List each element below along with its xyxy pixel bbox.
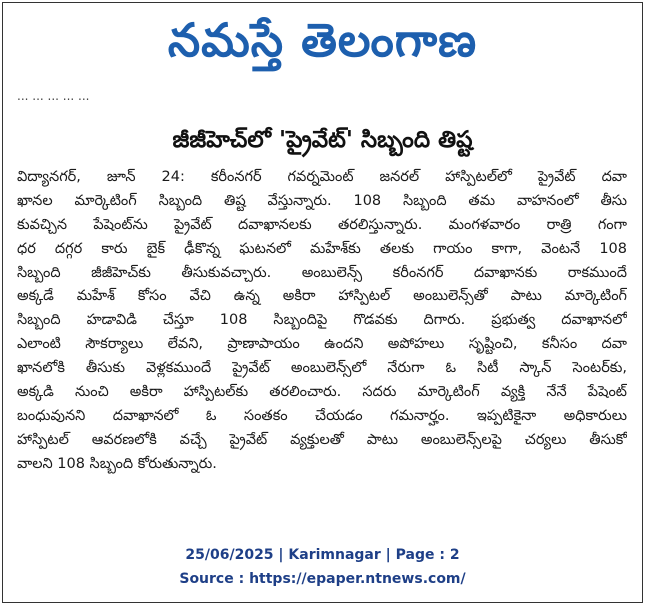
article-line: ఖానలోకి తీసుకు వెళ్లకముందే ప్రైవేట్ అంబులెన్స్‌లో నేరుగా ఓ సిటీ స్కాన్ సెంటర్‌కు, [17, 360, 627, 377]
cropped-text-line [17, 96, 317, 108]
clipping-frame [2, 2, 643, 603]
article-line: ఖానల మార్కెటింగ్ సిబ్బంది తిష్ట వేస్తున్నారు. 108 సిబ్బంది తమ వాహనంలో తీసు [17, 192, 627, 209]
article-line: సిబ్బంది జీజీహెచ్‌కు తీసుకువచ్చారు. అంబులెన్స్ కరీంనగర్ దవాఖానకు రాకముందే [17, 264, 627, 281]
newspaper-masthead: నమస్తే తెలంగాణ [167, 13, 478, 67]
article-headline: జీజీహెచ్‌లో 'ప్రైవేట్' సిబ్బంది తిష్ట [172, 127, 473, 153]
article-line: అక్కడి నుంచి అకిరా హాస్పిటల్‌కు తరలించారు. సదరు మార్కెటింగ్ వ్యక్తి నేనే పేషెంట్ [17, 384, 627, 401]
article-line: అక్కడే మహేశ్ కోసం వేచి ఉన్న అకిరా హాస్పిటల్ అంబులెన్స్‌తో పాటు మార్కెటింగ్ [17, 288, 627, 305]
cropped-text: ... ... ... ... ... [17, 96, 90, 103]
article-line: బంధువునని దవాఖానలో ఓ సంతకం చేయడం గమనార్హం. ఇప్పటికైనా అధికారులు [17, 407, 627, 424]
article-body [17, 166, 627, 477]
source-link[interactable]: Source : https://epaper.ntnews.com/ [179, 571, 466, 587]
article-line: కువచ్చిన పేషెంట్‌ను ప్రైవేట్ దవాఖానలకు తరలిస్తున్నారు. మంగళవారం రాత్రి గంగా [17, 216, 627, 233]
article-line: వాలని 108 సిబ్బంది కోరుతున్నారు. [17, 455, 217, 472]
article-line: హాస్పిటల్ ఆవరణలోకి వచ్చే ప్రైవేట్ వ్యక్తులతో పాటు అంబులెన్స్‌లపై చర్యలు తీసుకో [17, 431, 627, 448]
edition-date-line: 25/06/2025 | Karimnagar | Page : 2 [185, 547, 460, 563]
article-line: సిబ్బంది హడావిడి చేస్తూ 108 సిబ్బందిపై గొడవకు దిగారు. ప్రభుత్వ దవాఖానలో [17, 312, 627, 329]
article-line: ధర దగ్గర కారు బైక్ ఢీకొన్న ఘటనలో మహేశ్‌కు తలకు గాయం కాగా, వెంటనే 108 [17, 240, 627, 257]
article-line: విద్యానగర్, జూన్ 24: కరీంనగర్ గవర్నమెంట్ జనరల్ హాస్పిటల్‌లో ప్రైవేట్ దవా [17, 169, 627, 185]
article-line: ఎలాంటి సౌకర్యాలు లేవని, ప్రాణాపాయం ఉందని అపోహలు సృష్టించి, కనీసం దవా [17, 336, 627, 353]
